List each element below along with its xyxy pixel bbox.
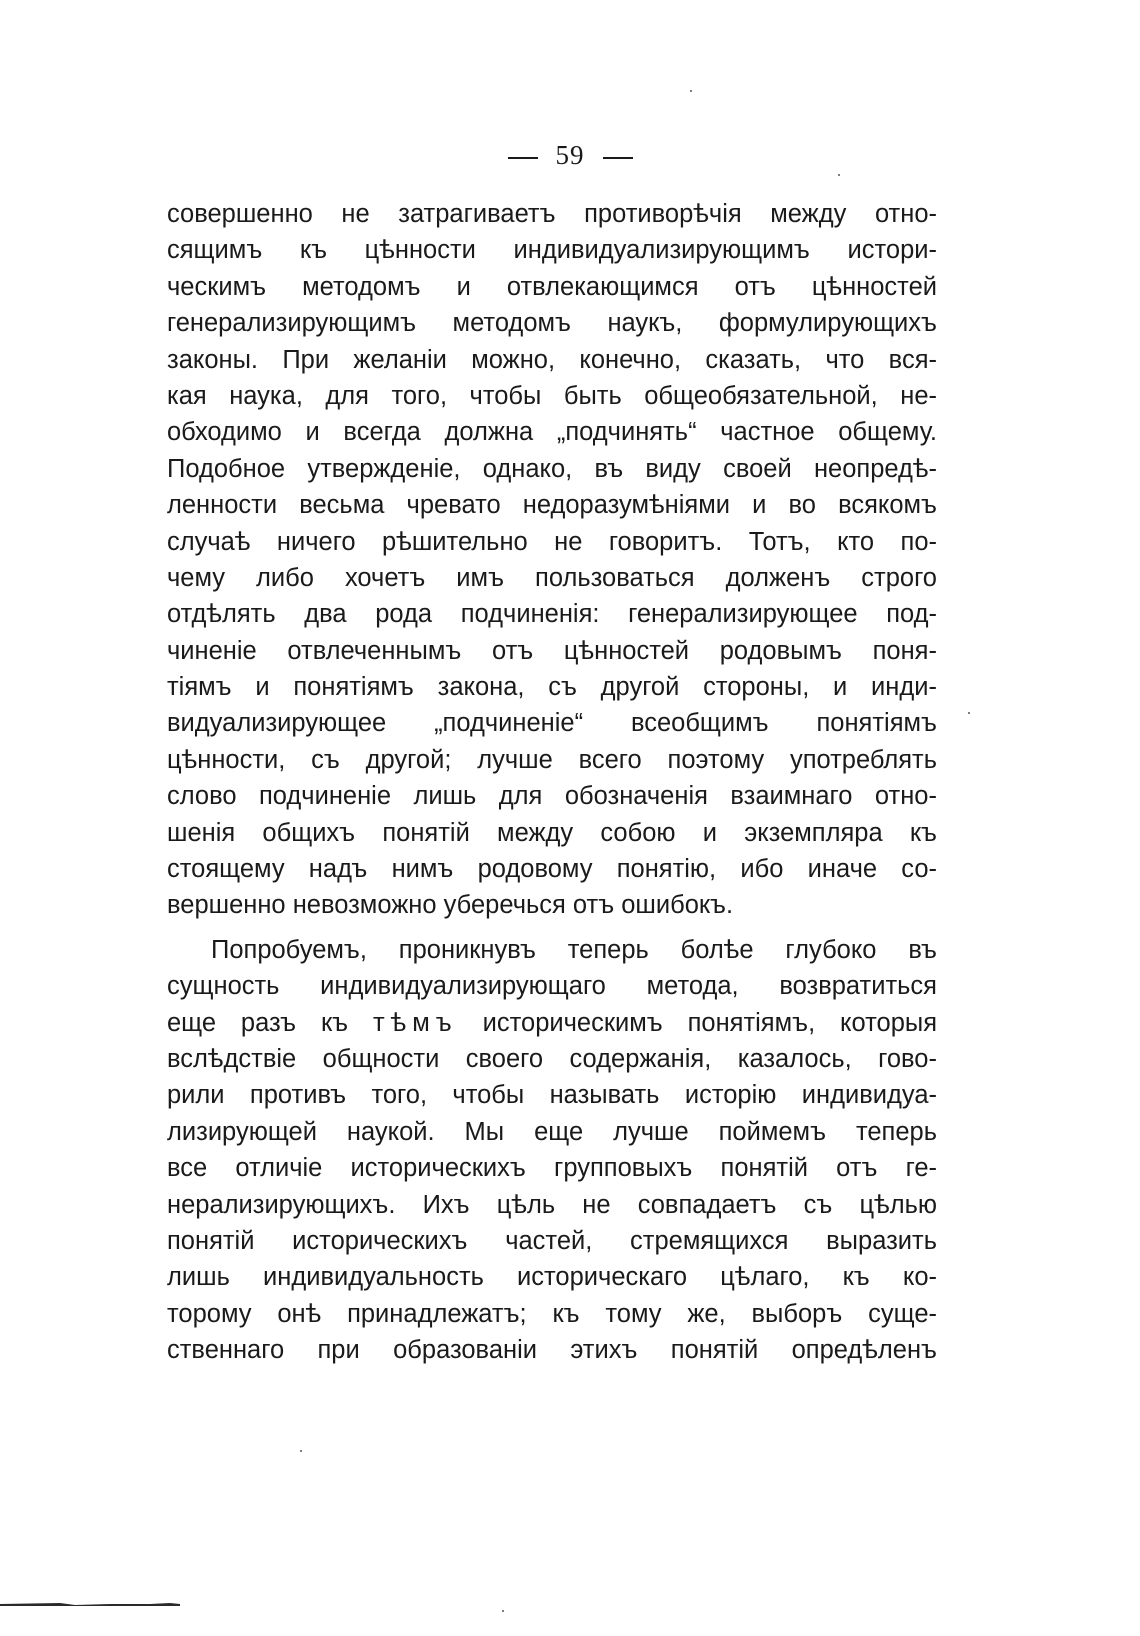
text-line: генерализирующимъ методомъ наукъ, формулирующихъ: [167, 309, 937, 338]
scan-speck: [300, 1450, 302, 1452]
page-number-text: 59: [555, 140, 585, 170]
text-line: лишь индивидуальность историческаго цѣлаго, къ ко-: [167, 1263, 937, 1292]
text-line: торому онѣ принадлежатъ; къ тому же, выборъ суще-: [167, 1299, 937, 1328]
text-line: вслѣдствіе общности своего содержанія, казалось, гово-: [167, 1044, 937, 1073]
text-line: Подобное утвержденіе, однако, въ виду своей неопредѣ-: [167, 454, 937, 483]
text-line: [167, 1005, 937, 1041]
text-line: чему либо хочетъ имъ пользоваться долженъ строго: [167, 563, 937, 592]
text-segment: еще разъ къ: [167, 1008, 349, 1037]
text-line: вершенно невозможно уберечься отъ ошибокъ.: [167, 891, 734, 920]
body-text: [167, 196, 937, 1369]
text-line: нерализирующихъ. Ихъ цѣль не совпадаетъ съ цѣлью: [167, 1190, 937, 1219]
text-line: понятій историческихъ частей, стремящихся выразить: [167, 1226, 937, 1255]
text-line: чиненіе отвлеченнымъ отъ цѣнностей родовымъ поня-: [167, 636, 937, 665]
page-number: [0, 140, 1140, 171]
spaced-emphasis-word: тѣмъ: [372, 1008, 458, 1037]
paragraph-1: [167, 196, 937, 924]
text-line: видуализирующее „подчиненіе“ всеобщимъ понятіямъ: [167, 709, 937, 738]
text-line: шенія общихъ понятій между собою и экземпляра къ: [167, 818, 937, 847]
scan-speck: [968, 712, 970, 714]
text-line: слово подчиненіе лишь для обозначенія взаимнаго отно-: [167, 782, 937, 811]
text-line: совершенно не затрагиваетъ противорѣчія между отно-: [167, 200, 937, 228]
text-line: ческимъ методомъ и отвлекающимся отъ цѣнностей: [167, 272, 937, 301]
text-line: отдѣлять два рода подчиненія: генерализирующее под-: [167, 600, 937, 629]
text-line: случаѣ ничего рѣшительно не говоритъ. Тотъ, кто по-: [167, 527, 937, 556]
scan-smudge-mark: [0, 1600, 180, 1608]
paragraph-2: [167, 932, 937, 1369]
scan-speck: [690, 90, 692, 92]
text-line: кая наука, для того, чтобы быть общеобязательной, не-: [167, 381, 937, 410]
text-line: сущность индивидуализирующаго метода, возвратиться: [167, 972, 937, 1001]
text-line: стоящему надъ нимъ родовому понятію, ибо иначе со-: [167, 855, 937, 884]
text-line: цѣнности, съ другой; лучше всего поэтому употреблять: [167, 745, 937, 774]
page-number-dash-left: [508, 157, 538, 159]
text-line: ственнаго при образованіи этихъ понятій опредѣленъ: [167, 1336, 937, 1365]
text-segment: историческимъ понятіямъ, которыя: [482, 1008, 938, 1037]
text-line: сящимъ къ цѣнности индивидуализирующимъ истори-: [167, 236, 937, 265]
text-line: тіямъ и понятіямъ закона, съ другой стороны, и инди-: [167, 673, 937, 702]
scan-speck: [502, 1610, 504, 1612]
paragraph-gap: [167, 924, 937, 932]
text-line: законы. При желаніи можно, конечно, сказать, что вся-: [167, 345, 937, 374]
text-line: обходимо и всегда должна „подчинять“ частное общему.: [167, 418, 937, 447]
page-number-dash-right: [603, 157, 633, 159]
text-line: рили противъ того, чтобы называть исторію индивидуа-: [167, 1081, 937, 1110]
text-line: лизирующей наукой. Мы еще лучше поймемъ теперь: [167, 1117, 937, 1146]
text-line: ленности весьма чревато недоразумѣніями и во всякомъ: [167, 491, 937, 520]
text-line: Попробуемъ, проникнувъ теперь болѣе глубоко въ: [211, 935, 937, 964]
text-line: все отличіе историческихъ групповыхъ понятій отъ ге-: [167, 1154, 937, 1183]
scan-speck: [838, 174, 840, 176]
